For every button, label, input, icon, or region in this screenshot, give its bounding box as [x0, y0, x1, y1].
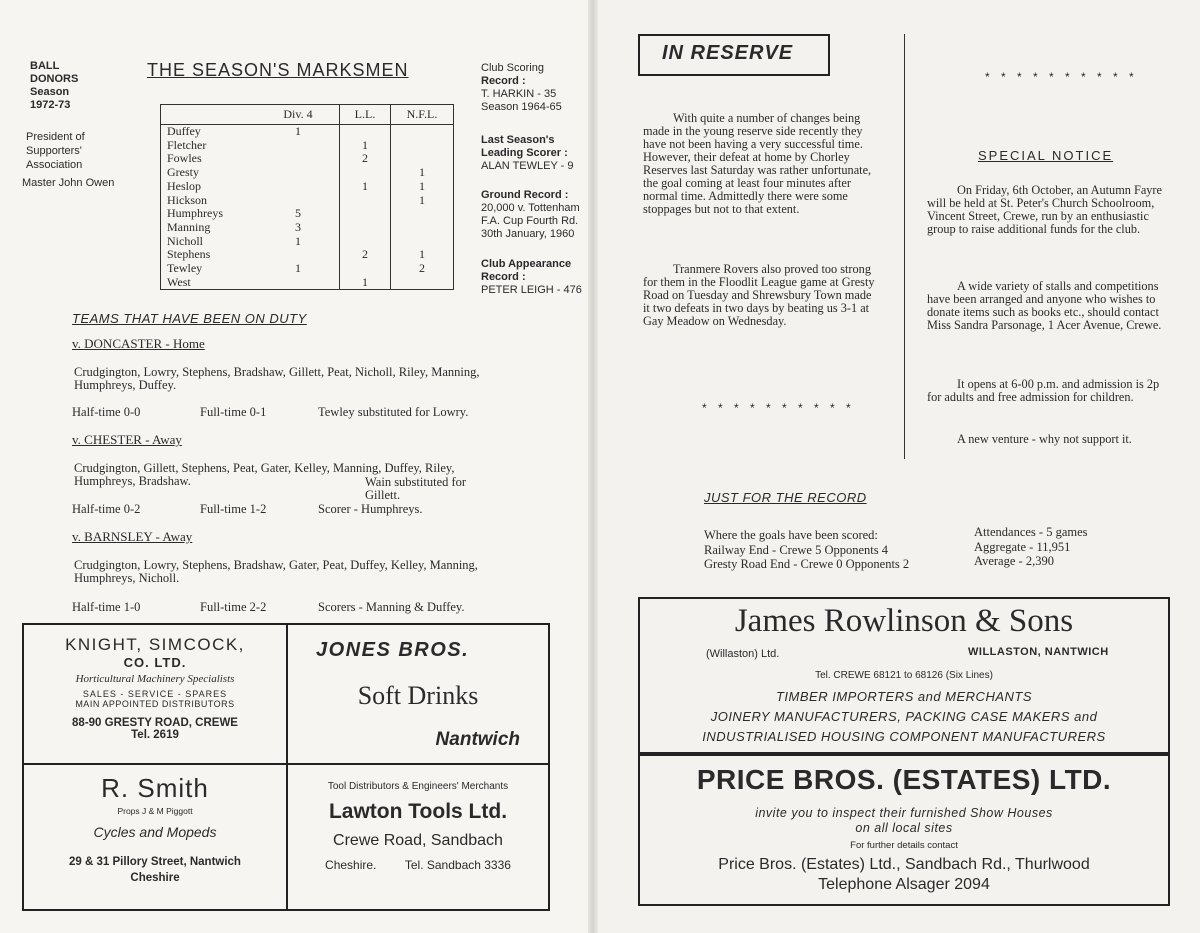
ad-company-name: JONES BROS.: [316, 639, 470, 661]
ll-goals: [340, 221, 391, 235]
table-row: [161, 248, 454, 262]
match-title: v. BARNSLEY - Away: [72, 529, 193, 544]
ad-services: SALES - SERVICE - SPARES: [82, 689, 228, 699]
nfl-goals: 1: [391, 180, 454, 194]
halftime-score: Half-time 1-0: [72, 600, 141, 614]
div4-goals: [257, 248, 340, 262]
ad-town: Nantwich: [435, 729, 520, 750]
ll-goals: 2: [340, 248, 391, 262]
record-line: 30th January, 1960: [481, 228, 575, 240]
match-note: Scorers - Manning & Duffey.: [318, 600, 465, 614]
player-name: Tewley: [167, 261, 203, 276]
fulltime-score: Full-time 0-1: [200, 405, 267, 419]
ball-donor-name: Master John Owen: [22, 177, 115, 189]
president-line: President of: [26, 131, 85, 143]
teams-heading: TEAMS THAT HAVE BEEN ON DUTY: [72, 311, 307, 326]
ll-goals: [340, 235, 391, 249]
match-note: Tewley substituted for Lowry.: [318, 405, 469, 419]
record-heading: JUST FOR THE RECORD: [704, 490, 867, 505]
goals-heading: Where the goals have been scored:: [704, 528, 878, 542]
record-heading: Record :: [481, 75, 526, 87]
record-heading: Club Scoring: [481, 62, 544, 74]
record-heading: Ground Record :: [481, 189, 569, 201]
rowlinson-ad: [638, 597, 1170, 754]
nfl-goals: 1: [391, 194, 454, 208]
ad-product: Soft Drinks: [357, 681, 479, 710]
ad-telephone: Tel. CREWE 68121 to 68126 (Six Lines): [815, 670, 993, 681]
record-line: Season 1964-65: [481, 101, 562, 113]
notice-paragraph: A wide variety of stalls and competitions have been arranged and anyone who wishes to donate items such as books etc., should contact Miss Sandra Parsonage, 1 Acer Avenue, Crewe.: [927, 279, 1162, 332]
separator-stars: * * * * * * * * * *: [702, 401, 855, 415]
record-heading: Leading Scorer :: [481, 147, 568, 159]
column-header-ll: L.L.: [340, 105, 391, 125]
nfl-goals: 1: [391, 248, 454, 262]
president-line: Supporters': [26, 145, 82, 157]
knight-simcock-ad: [24, 625, 286, 763]
ll-goals: 1: [340, 139, 391, 153]
column-divider: [904, 34, 905, 459]
ll-goals: [340, 194, 391, 208]
player-name: Heslop: [167, 178, 201, 193]
substitution-note: Wain substituted for Gillett.: [365, 475, 467, 502]
nfl-goals: [391, 139, 454, 153]
ad-tagline: Horticultural Machinery Specialists: [75, 673, 235, 685]
ground-record: [481, 189, 591, 241]
record-line: ALAN TEWLEY - 9: [481, 160, 574, 172]
nfl-goals: [391, 125, 454, 139]
table-row: [161, 262, 454, 276]
record-heading: Club Appearance: [481, 258, 572, 270]
railway-end-goals: Railway End - Crewe 5 Opponents 4: [704, 543, 888, 557]
player-name: Gresty: [167, 165, 199, 180]
nfl-goals: [391, 235, 454, 249]
nfl-goals: [391, 207, 454, 221]
record-line: 20,000 v. Tottenham: [481, 202, 580, 214]
ball-donors-line: BALL: [30, 60, 60, 72]
player-name: Fowles: [167, 151, 202, 166]
notice-paragraph: On Friday, 6th October, an Autumn Fayre will be held at St. Peter's Church Schoolroom, Vincent Street, Crewe, run by an enthusiastic group to raise additional funds for the club.: [927, 183, 1162, 236]
ad-company-name: Lawton Tools Ltd.: [328, 800, 508, 823]
table-row: [161, 194, 454, 208]
table-row: [161, 221, 454, 235]
ad-contact-row: [288, 858, 548, 872]
column-header-div4: Div. 4: [257, 105, 340, 125]
average-attendance: Average - 2,390: [974, 554, 1054, 568]
div4-goals: 1: [295, 124, 301, 138]
ad-address: Crewe Road, Sandbach: [333, 832, 503, 849]
player-name: Stephens: [167, 247, 211, 262]
div4-goals: [257, 139, 340, 153]
match-lineup: Crudgington, Gillett, Stephens, Peat, Gater, Kelley, Manning, Duffey, Riley, Humphreys, Bradshaw.: [74, 461, 455, 488]
player-name: Duffey: [167, 124, 201, 138]
ad-address: Price Bros. (Estates) Ltd., Sandbach Rd., Thurlwood: [718, 856, 1090, 873]
ad-telephone: Telephone Alsager 2094: [818, 876, 990, 893]
ball-donors-line: DONORS: [30, 73, 79, 85]
column-header-nfl: N.F.L.: [391, 105, 454, 125]
table-row: [161, 235, 454, 249]
ad-place: WILLASTON, NANTWICH: [968, 646, 1109, 658]
record-line: F.A. Cup Fourth Rd.: [481, 215, 579, 227]
ll-goals: [340, 166, 391, 180]
player-name: Hickson: [167, 192, 207, 207]
nfl-goals: [391, 221, 454, 235]
match-note: Scorer - Humphreys.: [318, 502, 423, 516]
div4-goals: 1: [295, 261, 301, 276]
player-name: West: [167, 274, 191, 289]
ad-company-name: R. Smith: [101, 773, 209, 803]
ad-company-name: KNIGHT, SIMCOCK,: [65, 635, 245, 654]
player-name: Fletcher: [167, 137, 207, 152]
match-title: v. CHESTER - Away: [72, 432, 182, 447]
price-bros-ad: [638, 754, 1170, 906]
player-name: Manning: [167, 219, 211, 234]
ad-line: TIMBER IMPORTERS and MERCHANTS: [775, 689, 1033, 704]
table-row: [161, 180, 454, 194]
separator-stars: * * * * * * * * * *: [985, 70, 1138, 84]
ll-goals: [340, 207, 391, 221]
notice-paragraph: A new venture - why not support it.: [957, 432, 1132, 446]
ball-donors-line: 1972-73: [30, 99, 71, 111]
record-heading: Record :: [481, 271, 526, 283]
reserve-paragraph: Tranmere Rovers also proved too strong for them in the Floodlit League game at Gresty Road on Tuesday and Shrewsbury Town made it two defeats in two days by beating us 3-1 at Gay Meadow on Wednesday.: [643, 262, 875, 328]
club-scoring-record: [481, 62, 591, 114]
ad-address: 29 & 31 Pillory Street, Nantwich: [69, 856, 241, 868]
president-label: [26, 130, 126, 172]
fulltime-score: Full-time 2-2: [200, 600, 267, 614]
ad-telephone: Tel. Sandbach 3336: [404, 858, 511, 872]
leading-scorer-record: [481, 134, 591, 173]
nfl-goals: 2: [391, 262, 454, 276]
ad-address: 88-90 GRESTY ROAD, CREWE: [72, 717, 238, 729]
ll-goals: 1: [340, 180, 391, 194]
halftime-score: Half-time 0-0: [72, 405, 141, 419]
table-header-row: [161, 105, 454, 125]
marksmen-title: THE SEASON'S MARKSMEN: [147, 60, 409, 80]
aggregate-attendance: Aggregate - 11,951: [974, 540, 1071, 554]
table-row: [161, 207, 454, 221]
president-line: Association: [26, 159, 83, 171]
ball-donors-line: Season: [30, 86, 70, 98]
match-lineup: Crudgington, Lowry, Stephens, Bradshaw, Gater, Peat, Duffey, Kelley, Manning, Humphreys, Nicholl.: [74, 558, 478, 585]
div4-goals: 5: [295, 206, 301, 221]
ll-goals: [340, 262, 391, 276]
ad-proprietors: Props J & M Piggott: [117, 806, 193, 816]
div4-goals: 3: [295, 219, 301, 234]
record-line: PETER LEIGH - 476: [481, 284, 582, 296]
table-row: [161, 125, 454, 139]
ad-ltd: (Willaston) Ltd.: [706, 648, 780, 660]
table-row: [161, 166, 454, 180]
record-table: [704, 525, 1174, 574]
nfl-goals: 1: [391, 166, 454, 180]
ad-line: INDUSTRIALISED HOUSING COMPONENT MANUFACTURERS: [702, 729, 1106, 744]
special-notice-title: SPECIAL NOTICE: [978, 148, 1114, 163]
attendances-heading: Attendances - 5 games: [974, 525, 1088, 539]
r-smith-ad: [24, 765, 286, 909]
ad-line: on all local sites: [855, 821, 953, 835]
match-lineup: Crudgington, Lowry, Stephens, Bradshaw, Gillett, Peat, Nicholl, Riley, Manning, Humphreys, Duffey.: [74, 365, 480, 392]
reserve-paragraph: With quite a number of changes being made in the young reserve side recently they have not been having a very successful time. However, their defeat at home by Chorley Reserves last Saturday was rather unfortunate, the goal coming at least four minutes after normal time. Admittedly there were some stoppages but not to that extent.: [643, 111, 872, 216]
ll-goals: 2: [340, 152, 391, 166]
notice-paragraph: It opens at 6-00 p.m. and admission is 2p for adults and free admission for children.: [927, 377, 1160, 404]
match-title: v. DONCASTER - Home: [72, 336, 205, 351]
record-heading: Last Season's: [481, 134, 555, 146]
jones-bros-ad: [288, 625, 548, 763]
ad-contact-label: For further details contact: [850, 840, 958, 851]
player-name: Nicholl: [167, 233, 203, 248]
nfl-goals: [391, 276, 454, 290]
ad-line: JOINERY MANUFACTURERS, PACKING CASE MAKERS and: [710, 709, 1098, 724]
ll-goals: 1: [340, 276, 391, 290]
ad-dealers: MAIN APPOINTED DISTRIBUTORS: [75, 699, 235, 709]
ad-company-name: James Rowlinson & Sons: [734, 603, 1074, 639]
ll-goals: [340, 125, 391, 139]
left-ads-grid: [22, 623, 550, 911]
appearance-record: [481, 258, 591, 297]
ad-line: invite you to inspect their furnished Show Houses: [755, 806, 1053, 820]
gresty-end-goals: Gresty Road End - Crewe 0 Opponents 2: [704, 557, 910, 571]
ad-telephone: Tel. 2619: [131, 729, 179, 741]
ad-company-name: CO. LTD.: [123, 655, 187, 670]
column-header-name: [161, 105, 258, 125]
ad-county: Cheshire: [130, 872, 180, 884]
halftime-score: Half-time 0-2: [72, 502, 141, 516]
nfl-goals: [391, 152, 454, 166]
div4-goals: [257, 180, 340, 194]
player-name: Humphreys: [167, 206, 223, 221]
ad-company-name: PRICE BROS. (ESTATES) LTD.: [696, 764, 1112, 795]
ad-tagline: Tool Distributors & Engineers' Merchants: [327, 781, 509, 792]
in-reserve-title: IN RESERVE: [662, 42, 794, 64]
marksmen-table: [160, 104, 454, 290]
fulltime-score: Full-time 1-2: [200, 502, 267, 516]
table-row: [161, 152, 454, 166]
table-row: [161, 139, 454, 153]
table-row: [161, 276, 454, 290]
div4-goals: [257, 166, 340, 180]
record-line: T. HARKIN - 35: [481, 88, 557, 100]
div4-goals: [257, 152, 340, 166]
div4-goals: [257, 276, 340, 290]
ad-county: Cheshire.: [325, 858, 377, 872]
div4-goals: [257, 194, 340, 208]
div4-goals: 1: [295, 233, 301, 248]
ad-trade: Cycles and Mopeds: [93, 824, 217, 840]
ball-donors-heading: [30, 60, 110, 112]
lawton-tools-ad: [288, 765, 548, 909]
